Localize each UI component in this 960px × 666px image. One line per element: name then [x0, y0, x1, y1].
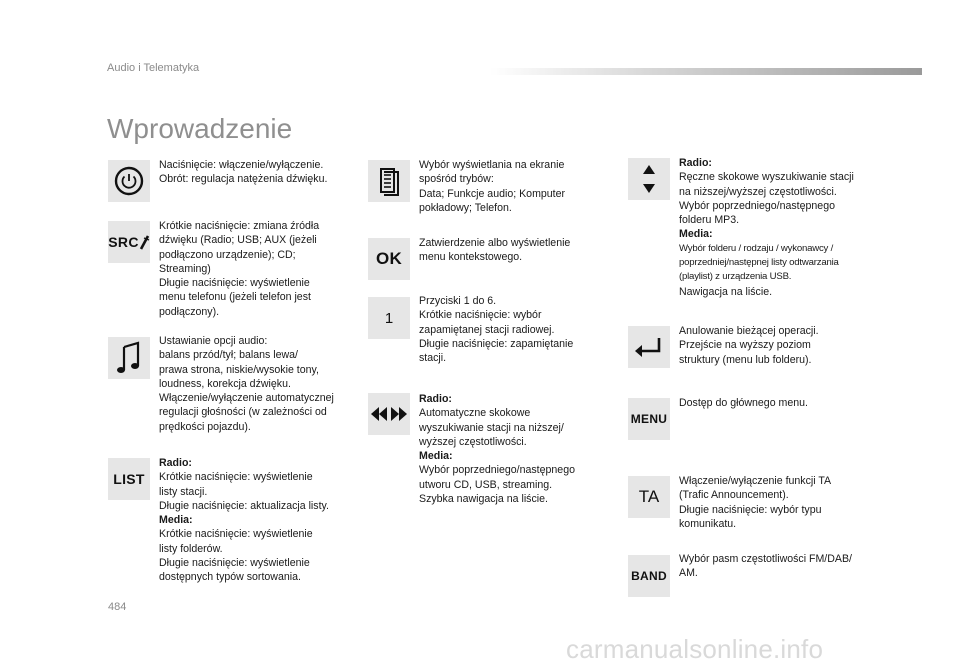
list-button-icon — [108, 458, 150, 500]
page-number: 484 — [108, 601, 127, 613]
display-mode-icon — [368, 160, 410, 202]
list-label: LIST — [113, 471, 145, 487]
menu-button-icon — [628, 398, 670, 440]
src-description: Krótkie naciśnięcie: zmiana źródła dźwięku (Radio; USB; AUX (jeżeli podłączono urządzenie); CD; Streaming) Długie naciśnięcie: wyświetlenie menu telefonu (jeżeli telefon jest podłączony). — [159, 220, 320, 318]
ok-description: Zatwierdzenie albo wyświetlenie menu kontekstowego. — [419, 237, 571, 264]
audio-settings-description: Ustawianie opcji audio: balans przód/tył; balans lewa/ prawa strona, niskie/wysokie tony, loudness, korekcja dźwięku. Włączenie/wyłączenie automatycznej regulacji głośności (w zależności od prędkości pojazdu). — [159, 335, 334, 433]
ok-label: OK — [375, 249, 403, 268]
band-description: Wybór pasm częstotliwości FM/DAB/ AM. — [679, 553, 852, 580]
ta-label: TA — [638, 487, 660, 506]
up-down-arrows-icon — [628, 158, 670, 200]
back-arrow-icon — [628, 326, 670, 368]
display-description: Wybór wyświetlania na ekranie spośród trybów: Data; Funkcje audio; Komputer pokładowy; Telefon. — [419, 159, 566, 214]
src-button-icon — [108, 221, 150, 263]
power-description: Naciśnięcie: włączenie/wyłączenie. Obrót: regulacja natężenia dźwięku. — [159, 159, 328, 186]
src-label: SRC — [108, 234, 139, 250]
seek-buttons-icon — [368, 393, 410, 435]
presets-description: Przyciski 1 do 6. Krótkie naciśnięcie: wybór zapamiętanej stacji radiowej. Długie naciśnięcie: zapamiętanie stacji. — [419, 295, 574, 365]
mute-phone-icon — [139, 235, 150, 250]
band-button-icon — [628, 555, 670, 597]
seek-description: Radio: Automatyczne skokowe wyszukiwanie stacji na niższej/ wyższej częstotliwości. Media: Wybór poprzedniego/następnego utworu CD, USB, streaming. Szybka nawigacja na liście. — [419, 393, 575, 506]
section-label: Audio i Telematyka — [107, 62, 200, 74]
preset-label: 1 — [384, 309, 394, 327]
music-note-icon — [108, 337, 150, 379]
up-down-description: Radio: Ręczne skokowe wyszukiwanie stacji na niższej/wyższej częstotliwości. Wybór poprzedniego/następnego folderu MP3. Media: Wybór folderu / rodzaju / wykonawcy / poprzedniej/następnej listy odtwarzania (playlist) z urządzenia USB. Nawigacja na liście. — [679, 157, 854, 298]
menu-description: Dostęp do głównego menu. — [679, 397, 808, 409]
watermark: carmanualsonline.info — [566, 634, 824, 664]
menu-label: MENU — [630, 412, 668, 426]
ta-button-icon — [628, 476, 670, 518]
header-bar — [490, 68, 922, 75]
ok-button-icon — [368, 238, 410, 280]
back-description: Anulowanie bieżącej operacji. Przejście na wyższy poziom struktury (menu lub folderu). — [679, 325, 819, 366]
list-description: Radio: Krótkie naciśnięcie: wyświetlenie listy stacji. Długie naciśnięcie: aktualizacja listy. Media: Krótkie naciśnięcie: wyświetlenie listy folderów. Długie naciśnięcie: wyświetlenie dostępnych typów sortowania. — [159, 457, 329, 584]
ta-description: Włączenie/wyłączenie funkcji TA (Trafic Announcement). Długie naciśnięcie: wybór typu komunikatu. — [679, 475, 832, 530]
preset-button-icon — [368, 297, 410, 339]
page-title: Wprowadzenie — [107, 112, 293, 144]
band-label: BAND — [631, 569, 667, 583]
power-button-icon — [108, 160, 150, 202]
